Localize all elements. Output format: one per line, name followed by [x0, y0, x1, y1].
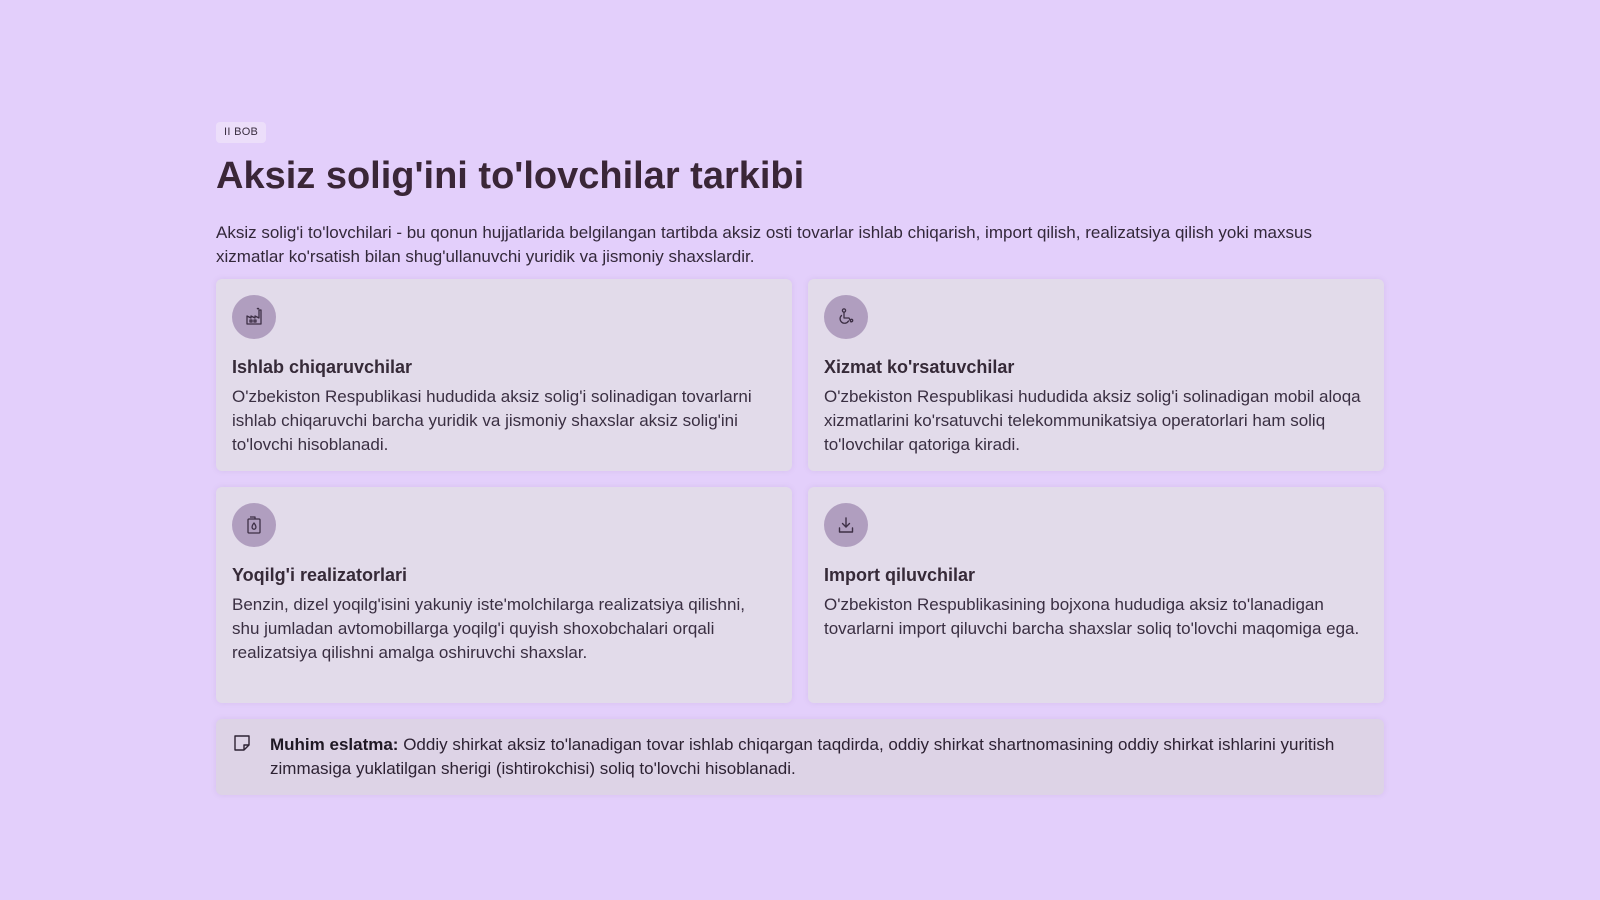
chapter-badge: II BOB: [216, 122, 266, 143]
card-title: Yoqilg'i realizatorlari: [232, 564, 407, 585]
note-label: Muhim eslatma:: [270, 734, 399, 754]
card-text: O'zbekiston Respublikasi hududida aksiz solig'i solinadigan mobil aloqa xizmatlarini ko'rsatuvchi telekommunikatsiya operatorlari ham soliq to'lovchilar qatoriga kiradi.: [824, 386, 1361, 454]
card-fuel-sellers: [216, 487, 792, 703]
card-service-providers: [808, 279, 1384, 471]
import-download-icon: [824, 503, 868, 547]
card-title: Xizmat ko'rsatuvchilar: [824, 356, 1015, 377]
important-note: [216, 719, 1384, 795]
card-text: O'zbekiston Respublikasi hududida aksiz solig'i solinadigan tovarlarni ishlab chiqaruvchi barcha yuridik va jismoniy shaxslar aksiz solig'ini to'lovchi hisoblanadi.: [232, 386, 752, 454]
slide: [216, 122, 1384, 795]
card-importers: [808, 487, 1384, 703]
note-icon: [232, 733, 254, 755]
card-text: O'zbekiston Respublikasining bojxona hududiga aksiz to'lanadigan tovarlarni import qiluvchi barcha shaxslar soliq to'lovchi maqomiga ega.: [824, 594, 1360, 638]
page-title: Aksiz solig'ini to'lovchilar tarkibi: [216, 155, 805, 198]
card-title: Import qiluvchilar: [824, 564, 976, 585]
note-text: [270, 733, 1344, 781]
fuel-can-icon: [232, 503, 276, 547]
card-text: Benzin, dizel yoqilg'isini yakuniy iste'molchilarga realizatsiya qilishni, shu jumladan avtomobillarga yoqilg'i quyish shoxobchalari orqali realizatsiya qilishni amalga oshiruvchi shaxslar.: [232, 594, 745, 662]
card-title: Ishlab chiqaruvchilar: [232, 356, 413, 377]
payer-cards-grid: [216, 279, 1384, 703]
service-icon: [824, 295, 868, 339]
note-body: Oddiy shirkat aksiz to'lanadigan tovar ishlab chiqargan taqdirda, oddiy shirkat shartnomasining oddiy shirkat ishlarini yuritish zimmasiga yuklatilgan sherigi (ishtirokchisi) soliq to'lovchi hisoblanadi.: [270, 734, 1335, 778]
card-producers: [216, 279, 792, 471]
intro-paragraph: Aksiz solig'i to'lovchilari - bu qonun hujjatlarida belgilangan tartibda aksiz osti tovarlar ishlab chiqarish, import qilish, realizatsiya qilish yoki maxsus xizmatlar ko'rsatish bilan shug'ullanuvchi yuridik va jismoniy shaxslardir.: [216, 222, 1312, 266]
factory-icon: [232, 295, 276, 339]
